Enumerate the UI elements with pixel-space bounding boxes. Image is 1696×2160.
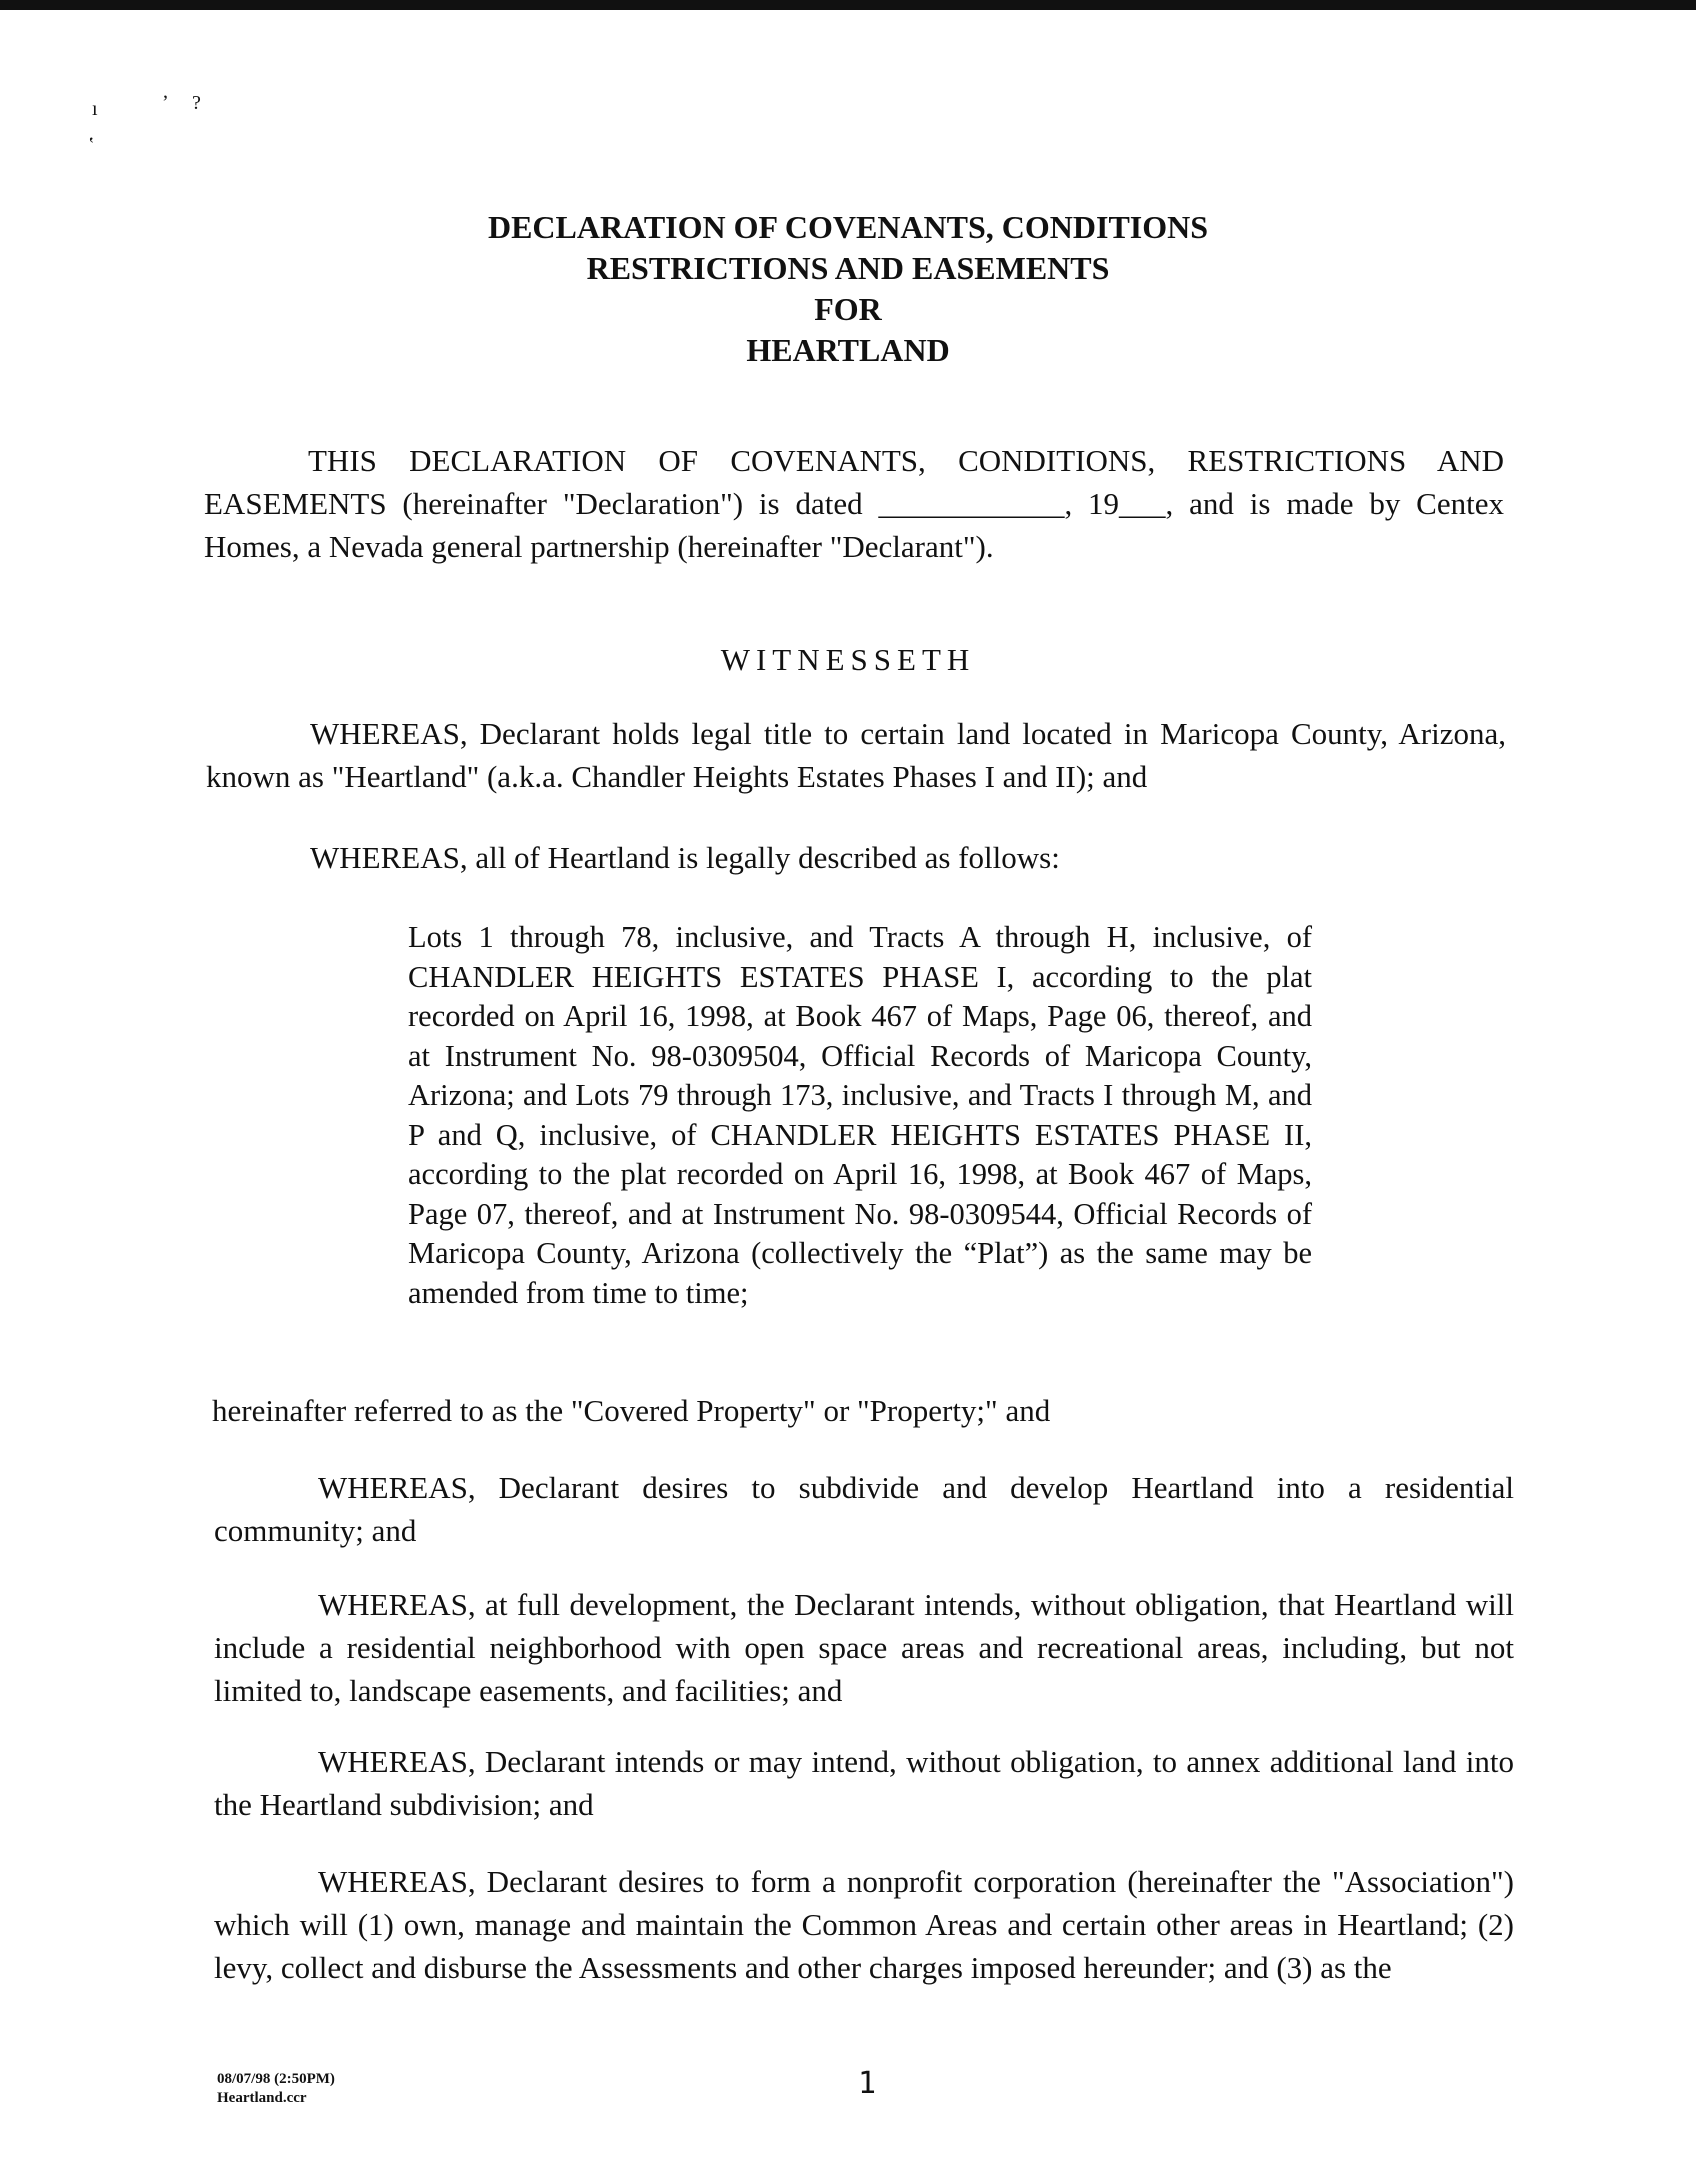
document-title [0, 207, 1696, 371]
intro-paragraph: THIS DECLARATION OF COVENANTS, CONDITIONS, RESTRICTIONS AND EASEMENTS (hereinafter "Declaration") is dated ____________, 19___, and is made by Centex Homes, a Nevada general partnership (hereinafter "Declarant"). [204, 443, 1504, 564]
title-line-1: DECLARATION OF COVENANTS, CONDITIONS [487, 209, 1209, 245]
whereas-paragraph-1: WHEREAS, Declarant holds legal title to certain land located in Maricopa County, Arizona, known as "Heartland" (a.k.a. Chandler Heights Estates Phases I and II); and [206, 716, 1506, 794]
scan-mark-2: ʼ [162, 92, 169, 114]
whereas-paragraph-5: WHEREAS, Declarant intends or may intend, without obligation, to annex additional land into the Heartland subdivision; and [214, 1744, 1514, 1822]
footer-filename: Heartland.ccr [217, 2090, 307, 2106]
title-line-4: HEARTLAND [746, 332, 950, 368]
footer-date: 08/07/98 (2:50PM) [217, 2071, 335, 2087]
scan-mark-4: ʽ [88, 134, 95, 156]
page-number: 1 [857, 2066, 877, 2101]
whereas-paragraph-3: WHEREAS, Declarant desires to subdivide and develop Heartland into a residential community; and [214, 1470, 1514, 1548]
title-line-2: RESTRICTIONS AND EASEMENTS [586, 250, 1110, 286]
whereas-paragraph-6: WHEREAS, Declarant desires to form a nonprofit corporation (hereinafter the "Association") which will (1) own, manage and maintain the Common Areas and certain other areas in Heartland; (2) levy, collect and disburse the Assessments and other charges imposed hereunder; and (3) as the [214, 1864, 1514, 1985]
legal-description: Lots 1 through 78, inclusive, and Tracts A through H, inclusive, of CHANDLER HEIGHTS ESTATES PHASE I, according to the plat recorded on April 16, 1998, at Book 467 of Maps, Page 06, thereof, and at Instrument No. 98-0309504, Official Records of Maricopa County, Arizona; and Lots 79 through 173, inclusive, and Tracts I through M, and P and Q, inclusive, of CHANDLER HEIGHTS ESTATES PHASE II, according to the plat recorded on April 16, 1998, at Book 467 of Maps, Page 07, thereof, and at Instrument No. 98-0309544, Official Records of Maricopa County, Arizona (collectively the “Plat”) as the same may be amended from time to time; [408, 920, 1312, 1310]
hereinafter-paragraph: hereinafter referred to as the "Covered Property" or "Property;" and [212, 1393, 1051, 1428]
whereas-paragraph-2: WHEREAS, all of Heartland is legally described as follows: [310, 840, 1060, 875]
whereas-paragraph-4: WHEREAS, at full development, the Declarant intends, without obligation, that Heartland will include a residential neighborhood with open space areas and recreational areas, including, but not limited to, landscape easements, and facilities; and [214, 1587, 1514, 1708]
title-line-3: FOR [814, 291, 882, 327]
scan-mark-3: ? [192, 92, 201, 114]
witnesseth-heading: WITNESSETH [720, 642, 976, 677]
scan-marks [88, 92, 218, 162]
scan-top-border [0, 0, 1696, 10]
scan-mark-1: ı [92, 98, 98, 120]
